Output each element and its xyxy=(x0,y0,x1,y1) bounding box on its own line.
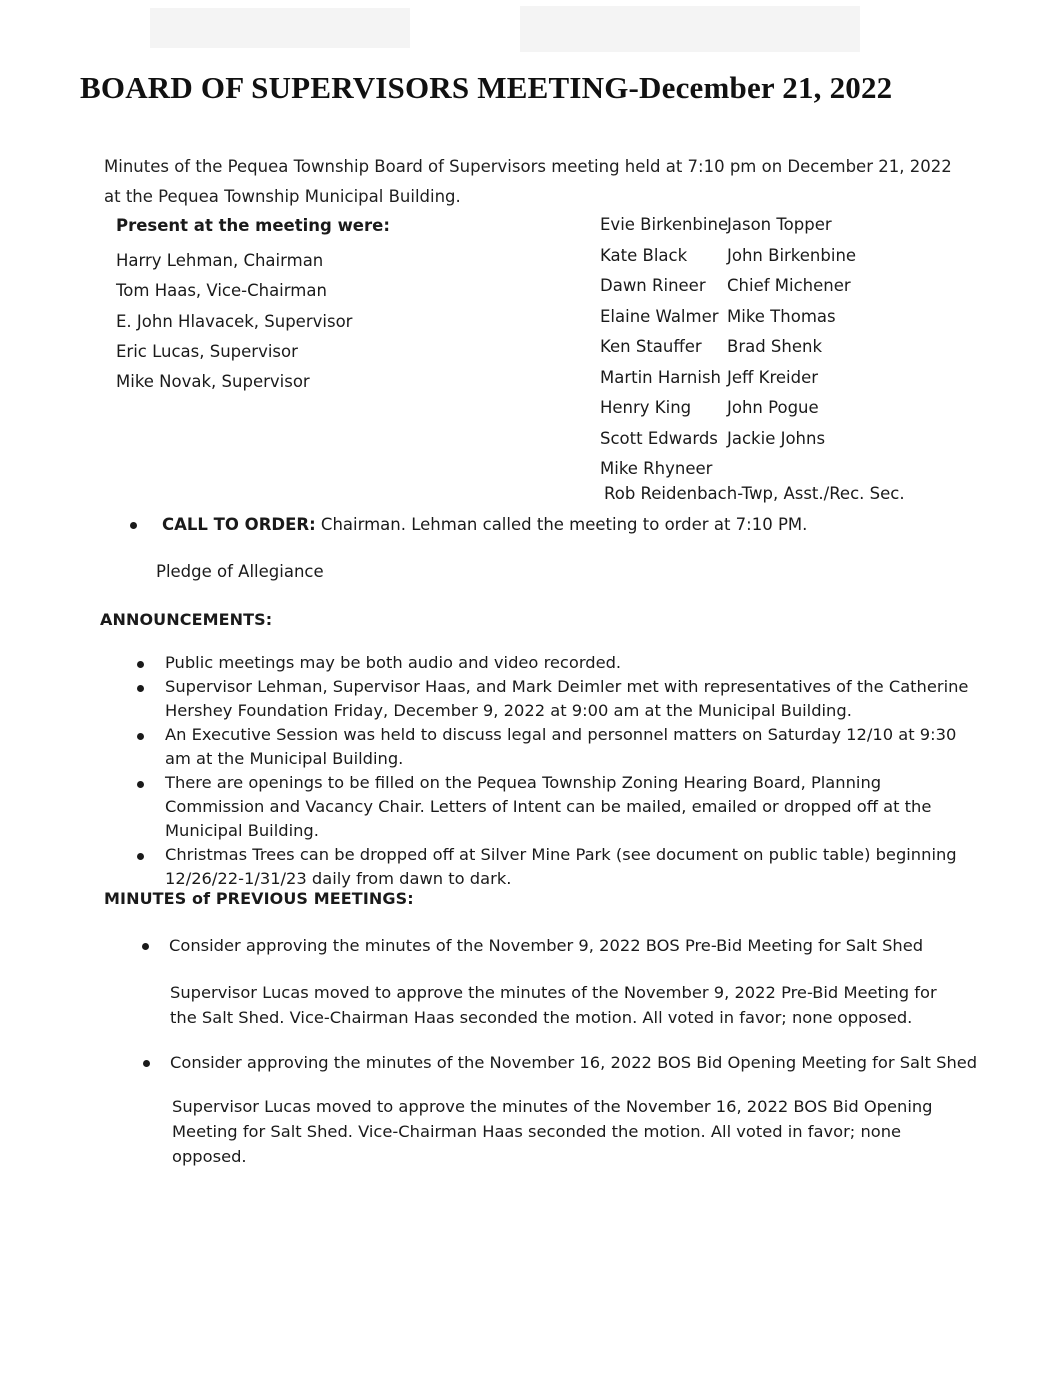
minutes-resolution: Supervisor Lucas moved to approve the minutes of the November 16, 2022 BOS Bid Opening Meeting for Salt Shed. Vice-Chairman Haas seconded the motion. All voted in favor; none opposed. xyxy=(172,1097,933,1166)
attendee-name: Mike Thomas xyxy=(727,306,836,326)
bullet-icon xyxy=(130,522,137,529)
attendee-row xyxy=(600,454,856,485)
minutes-item xyxy=(170,1050,990,1075)
attendee-row xyxy=(600,332,856,363)
announcement-text: Supervisor Lehman, Supervisor Haas, and Mark Deimler met with representatives of the Catherine Hershey Foundation Friday, December 9, 2022 at 9:00 am at the Municipal Building. xyxy=(165,677,969,720)
attendee-name: Dawn Rineer xyxy=(600,276,706,295)
attendee-row xyxy=(600,271,856,302)
bullet-icon xyxy=(142,943,149,950)
attendee-name: Elaine Walmer xyxy=(600,306,719,326)
attendee-name: Jackie Johns xyxy=(727,428,826,448)
attendee-name: John Pogue xyxy=(727,398,819,417)
attendee-name: Brad Shenk xyxy=(727,337,823,356)
call-to-order-label: CALL TO ORDER: xyxy=(162,515,316,534)
officials-list xyxy=(116,246,352,397)
announcement-text: There are openings to be filled on the Pequea Township Zoning Hearing Board, Planning Commission and Vacancy Chair. Letters of Intent can be mailed, emailed or dropped off at the Municipal Building. xyxy=(165,773,932,840)
bullet-icon xyxy=(143,1060,150,1067)
attendee-name: Kate Black xyxy=(600,245,688,265)
announcement-item xyxy=(165,675,985,723)
attendee-name: Mike Rhyneer xyxy=(600,459,713,478)
official-name: Tom Haas, Vice-Chairman xyxy=(116,281,327,301)
bullet-icon xyxy=(137,661,144,668)
announcement-item xyxy=(165,723,985,771)
minutes-item-text: Consider approving the minutes of the November 16, 2022 BOS Bid Opening Meeting for Salt Shed xyxy=(170,1053,978,1072)
bullet-icon xyxy=(137,685,144,692)
official-name: E. John Hlavacek, Supervisor xyxy=(116,311,353,331)
attendee-name: Jeff Kreider xyxy=(727,367,819,387)
attendee-row xyxy=(600,393,856,424)
call-to-order xyxy=(162,512,807,537)
announcement-item xyxy=(165,843,985,891)
attendee-name: Evie Birkenbine xyxy=(600,215,729,234)
official-name: Mike Novak, Supervisor xyxy=(116,372,310,392)
announcement-item xyxy=(165,651,985,675)
attendee-name: John Birkenbine xyxy=(727,245,857,265)
page-title: BOARD OF SUPERVISORS MEETING-December 21, 2022 xyxy=(80,70,893,105)
announcement-text: Public meetings may be both audio and video recorded. xyxy=(165,653,622,672)
intro-paragraph: Minutes of the Pequea Township Board of Supervisors meeting held at 7:10 pm on December 21, 2022 at the Pequea Township Municipal Building. xyxy=(104,157,952,206)
announcement-item xyxy=(165,771,985,843)
official-name: Harry Lehman, Chairman xyxy=(116,251,324,270)
bullet-icon xyxy=(137,733,144,740)
official-name: Eric Lucas, Supervisor xyxy=(116,341,298,361)
minutes-item xyxy=(169,933,989,958)
attendee-row xyxy=(600,210,856,241)
announcements-list xyxy=(165,651,985,891)
minutes-resolution: Supervisor Lucas moved to approve the minutes of the November 9, 2022 Pre-Bid Meeting for the Salt Shed. Vice-Chairman Haas seconded the motion. All voted in favor; none opposed. xyxy=(170,983,937,1027)
attendees-list xyxy=(600,210,856,485)
attendee-name: Ken Stauffer xyxy=(600,337,702,356)
attendee-name: Henry King xyxy=(600,398,692,417)
bullet-icon xyxy=(137,781,144,788)
minutes-heading: MINUTES of PREVIOUS MEETINGS: xyxy=(104,889,414,908)
attendee-name: Martin Harnish xyxy=(600,367,721,387)
staff-attendee: Rob Reidenbach-Twp, Asst./Rec. Sec. xyxy=(604,484,905,503)
scan-bleed xyxy=(150,8,410,48)
minutes-item-text: Consider approving the minutes of the November 9, 2022 BOS Pre-Bid Meeting for Salt Shed xyxy=(169,936,924,955)
attendee-name: Chief Michener xyxy=(727,276,851,295)
present-heading: Present at the meeting were: xyxy=(116,216,390,235)
scan-bleed xyxy=(520,6,860,52)
attendee-row xyxy=(600,302,856,333)
pledge-text: Pledge of Allegiance xyxy=(156,562,324,581)
attendee-row xyxy=(600,363,856,394)
attendee-name: Scott Edwards xyxy=(600,428,718,448)
announcements-heading: ANNOUNCEMENTS: xyxy=(100,610,273,629)
bullet-icon xyxy=(137,853,144,860)
call-to-order-text: Chairman. Lehman called the meeting to order at 7:10 PM. xyxy=(315,515,808,534)
attendee-name: Jason Topper xyxy=(727,215,832,234)
attendee-row xyxy=(600,424,856,455)
attendee-row xyxy=(600,241,856,272)
announcement-text: An Executive Session was held to discuss legal and personnel matters on Saturday 12/10 at 9:30 am at the Municipal Building. xyxy=(165,725,957,768)
announcement-text: Christmas Trees can be dropped off at Silver Mine Park (see document on public table) beginning 12/26/22-1/31/23 daily from dawn to dark. xyxy=(165,845,957,888)
